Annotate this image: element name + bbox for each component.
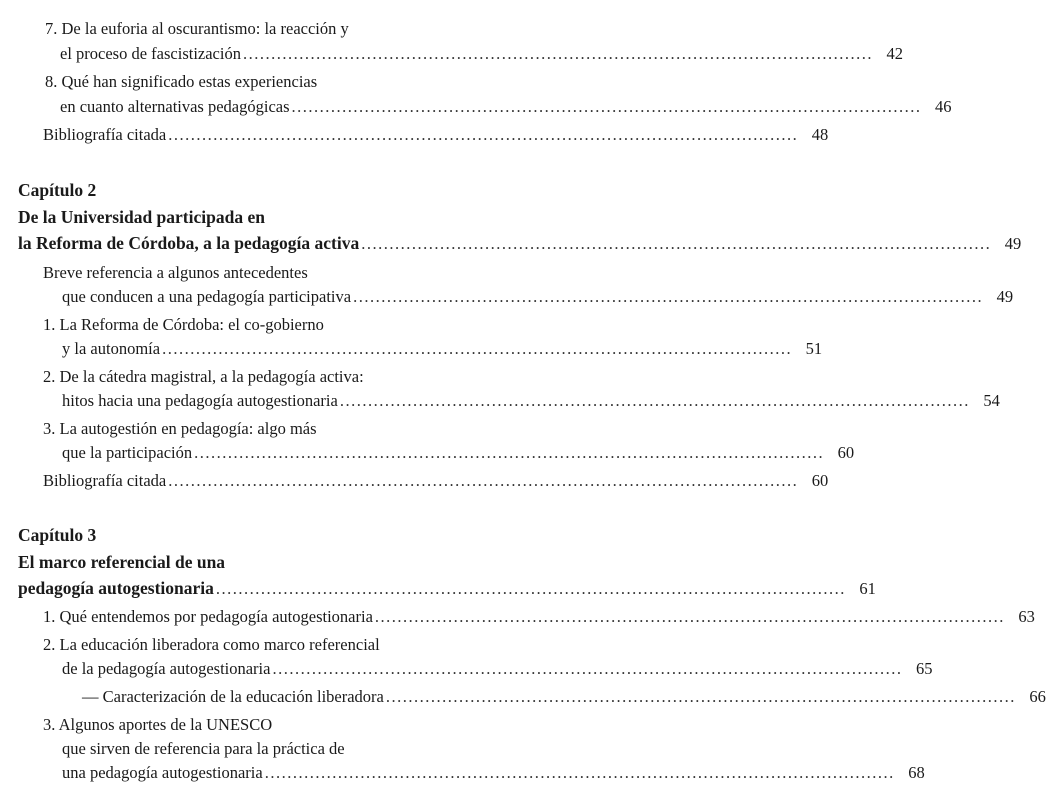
page-number: 66 [1029,687,1046,706]
leader-dots: ................................................................................................................ [264,763,895,782]
page-number: 54 [983,391,1000,410]
toc-item-text: que sirven de referencia para la práctica de [62,739,345,758]
chapter-3-title-cont [0,578,876,598]
toc-item-text: 1. La Reforma de Córdoba: el co-gobierno [43,315,324,334]
toc-item-antecedentes-cont [0,287,1014,306]
leader-dots: ................................................................................................................ [361,234,992,253]
chapter-2-title-cont [0,233,1022,253]
toc-item-c3-1 [0,607,1035,626]
toc-item-8-cont [0,97,952,116]
leader-dots: ................................................................................................................ [215,579,846,598]
bibliography-label: Bibliografía citada [43,471,167,490]
page-number: 68 [908,763,925,782]
toc-subitem-c3-2 [0,687,1046,706]
toc-item-text: una pedagogía autogestionaria [62,763,263,782]
page-number: 61 [859,579,876,598]
leader-dots: ................................................................................................................ [385,687,1016,706]
leader-dots: ................................................................................................................ [168,125,799,144]
toc-item-text: 2. De la cátedra magistral, a la pedagogía activa: [43,367,364,386]
toc-item-7-cont [0,44,903,63]
page-number: 42 [886,44,903,63]
leader-dots: ................................................................................................................ [194,443,825,462]
toc-item-c3-3-cont2 [0,763,925,782]
toc-item-text: en cuanto alternativas pedagógicas [60,97,290,116]
page-number: 65 [915,659,933,678]
toc-item-c2-3-cont [0,443,855,462]
toc-item-text: el proceso de fascistización [60,44,241,63]
leader-dots: ................................................................................................................ [242,44,873,63]
leader-dots: ................................................................................................................ [272,659,903,678]
toc-item-text: 1. Qué entendemos por pedagogía autogestionaria [43,607,373,626]
toc-item-c2-1-cont [0,339,823,358]
toc-item-text: 3. Algunos aportes de la UNESCO [43,715,273,734]
toc-item-text: hitos hacia una pedagogía autogestionaria [62,391,338,410]
leader-dots: ................................................................................................................ [339,391,970,410]
toc-item-text: 7. De la euforia al oscurantismo: la reacción y [45,19,349,38]
page-number: 49 [996,287,1014,306]
leader-dots: ................................................................................................................ [291,97,922,116]
chapter-title: El marco referencial de una [18,552,226,572]
toc-item-text: — Caracterización de la educación liberadora [82,687,384,706]
chapter-heading: Capítulo 2 [18,180,97,200]
toc-item-c3-2-cont [0,659,933,678]
page-number: 63 [1018,607,1035,626]
page-number: 51 [805,339,823,358]
toc-item-text: Breve referencia a algunos antecedentes [43,263,308,282]
page-number: 48 [811,125,829,144]
chapter-heading: Capítulo 3 [18,525,97,545]
page-number: 60 [811,471,829,490]
toc-item-c2-2-cont [0,391,1000,410]
toc-item-text: que conducen a una pedagogía participativa [62,287,352,306]
chapter-title: De la Universidad participada en [18,207,265,227]
toc-bibliography-1 [0,125,829,144]
toc-item-text: 3. La autogestión en pedagogía: algo más [43,419,317,438]
chapter-title: pedagogía autogestionaria [18,578,214,598]
page-number: 49 [1004,234,1022,253]
toc-bibliography-2 [0,471,829,490]
leader-dots: ................................................................................................................ [374,607,1005,626]
page-number: 46 [935,97,952,116]
toc-item-text: 8. Qué han significado estas experiencias [45,72,318,91]
leader-dots: ................................................................................................................ [162,339,793,358]
leader-dots: ................................................................................................................ [168,471,799,490]
toc-item-text: y la autonomía [62,339,161,358]
page-number: 60 [837,443,855,462]
leader-dots: ................................................................................................................ [353,287,984,306]
toc-item-text: 2. La educación liberadora como marco referencial [43,635,380,654]
bibliography-label: Bibliografía citada [43,125,167,144]
toc-item-text: de la pedagogía autogestionaria [62,659,271,678]
chapter-title: la Reforma de Córdoba, a la pedagogía activa [18,233,360,253]
toc-item-text: que la participación [62,443,193,462]
